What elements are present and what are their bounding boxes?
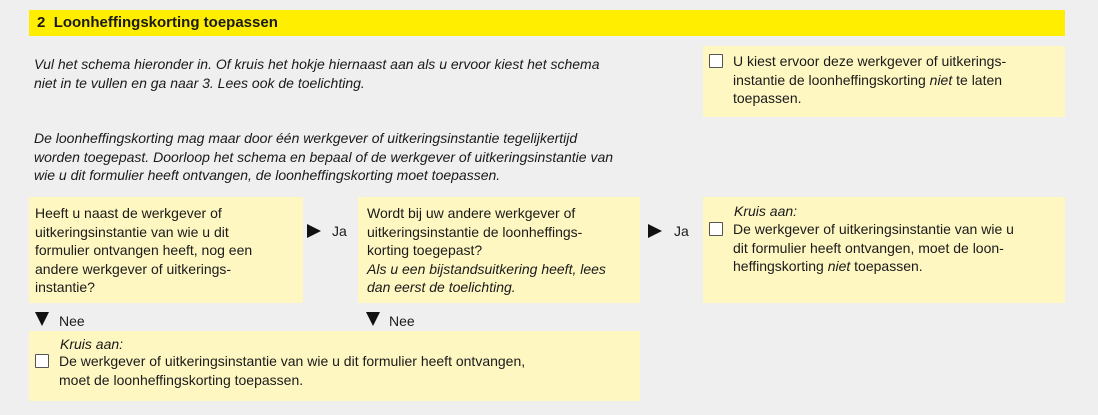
result-emphasis: niet (827, 258, 851, 274)
yes-label: Ja (674, 223, 689, 239)
result-line (733, 257, 1063, 276)
arrow-down-icon (366, 312, 380, 326)
result-no-box (29, 331, 640, 401)
info-line: worden toegepast. Doorloop het schema en bepaal of de werkgever of uitkeringsinstantie van (34, 148, 614, 165)
result-line: moet de loonheffingskorting toepassen. (59, 371, 304, 388)
optout-line: toepassen. (733, 90, 802, 106)
optout-text (733, 52, 1063, 108)
result-yes-box (703, 197, 1065, 303)
result-no-checkbox[interactable] (35, 354, 49, 368)
optout-line: U kiest ervoor deze werkgever of uitkerings- (733, 53, 1007, 69)
info-text (34, 129, 704, 185)
optout-text-part: instantie de loonheffingskorting (733, 71, 930, 88)
result-yes-text (733, 220, 1063, 276)
question-line: korting toegepast? (367, 242, 483, 258)
optout-line (733, 71, 1063, 90)
question-2-box (358, 197, 640, 303)
info-line: wie u dit formulier heeft ontvangen, de loonheffingskorting moet toepassen. (34, 167, 501, 183)
result-text-part: toepassen. (850, 258, 923, 274)
info-line: De loonheffingskorting mag maar door één werkgever of uitkeringsinstantie tegelijkertijd (34, 130, 578, 146)
result-label: Kruis aan: (60, 336, 124, 352)
arrow-right-icon (307, 224, 321, 238)
section-title: Loonheffingskorting toepassen (53, 14, 278, 31)
result-yes-checkbox[interactable] (709, 222, 723, 236)
no-label: Nee (59, 313, 85, 329)
question-2-text (367, 204, 639, 297)
question-line: instantie? (35, 279, 95, 295)
question-line: uitkeringsinstantie van wie u dit (35, 223, 229, 240)
question-line: andere werkgever of uitkerings- (35, 260, 232, 277)
result-text-part: heffingskorting (733, 258, 828, 274)
question-hint: dan eerst de toelichting. (367, 279, 516, 295)
section-number: 2 (37, 14, 46, 31)
yes-label: Ja (332, 223, 347, 239)
section-header (29, 10, 1065, 36)
question-line: uitkeringsinstantie de loonheffings- (367, 223, 583, 240)
question-line: formulier ontvangen heeft, nog een (35, 242, 253, 258)
result-label: Kruis aan: (734, 203, 798, 219)
question-line: Heeft u naast de werkgever of (35, 205, 222, 221)
optout-box (703, 46, 1065, 117)
result-line: De werkgever of uitkeringsinstantie van wie u (733, 221, 1014, 237)
question-1-box (29, 197, 303, 303)
no-label: Nee (389, 313, 415, 329)
result-line: dit formulier heeft ontvangen, moet de loon- (733, 239, 1004, 256)
arrow-down-icon (35, 312, 49, 326)
optout-text-part: te laten (952, 71, 1003, 88)
intro-line: Vul het schema hieronder in. Of kruis het hokje hiernaast aan als u ervoor kiest het schema (34, 56, 600, 72)
result-line: De werkgever of uitkeringsinstantie van wie u dit formulier heeft ontvangen, (59, 353, 526, 369)
intro-line: niet in te vullen en ga naar 3. Lees ook de toelichting. (34, 74, 365, 91)
optout-checkbox[interactable] (709, 54, 723, 68)
question-line: Wordt bij uw andere werkgever of (367, 205, 576, 221)
result-no-text (59, 352, 639, 389)
arrow-right-icon (648, 224, 662, 238)
question-hint: Als u een bijstandsuitkering heeft, lees (367, 260, 606, 277)
intro-text (34, 55, 694, 92)
optout-emphasis: niet (929, 71, 953, 88)
question-1-text (35, 204, 300, 297)
